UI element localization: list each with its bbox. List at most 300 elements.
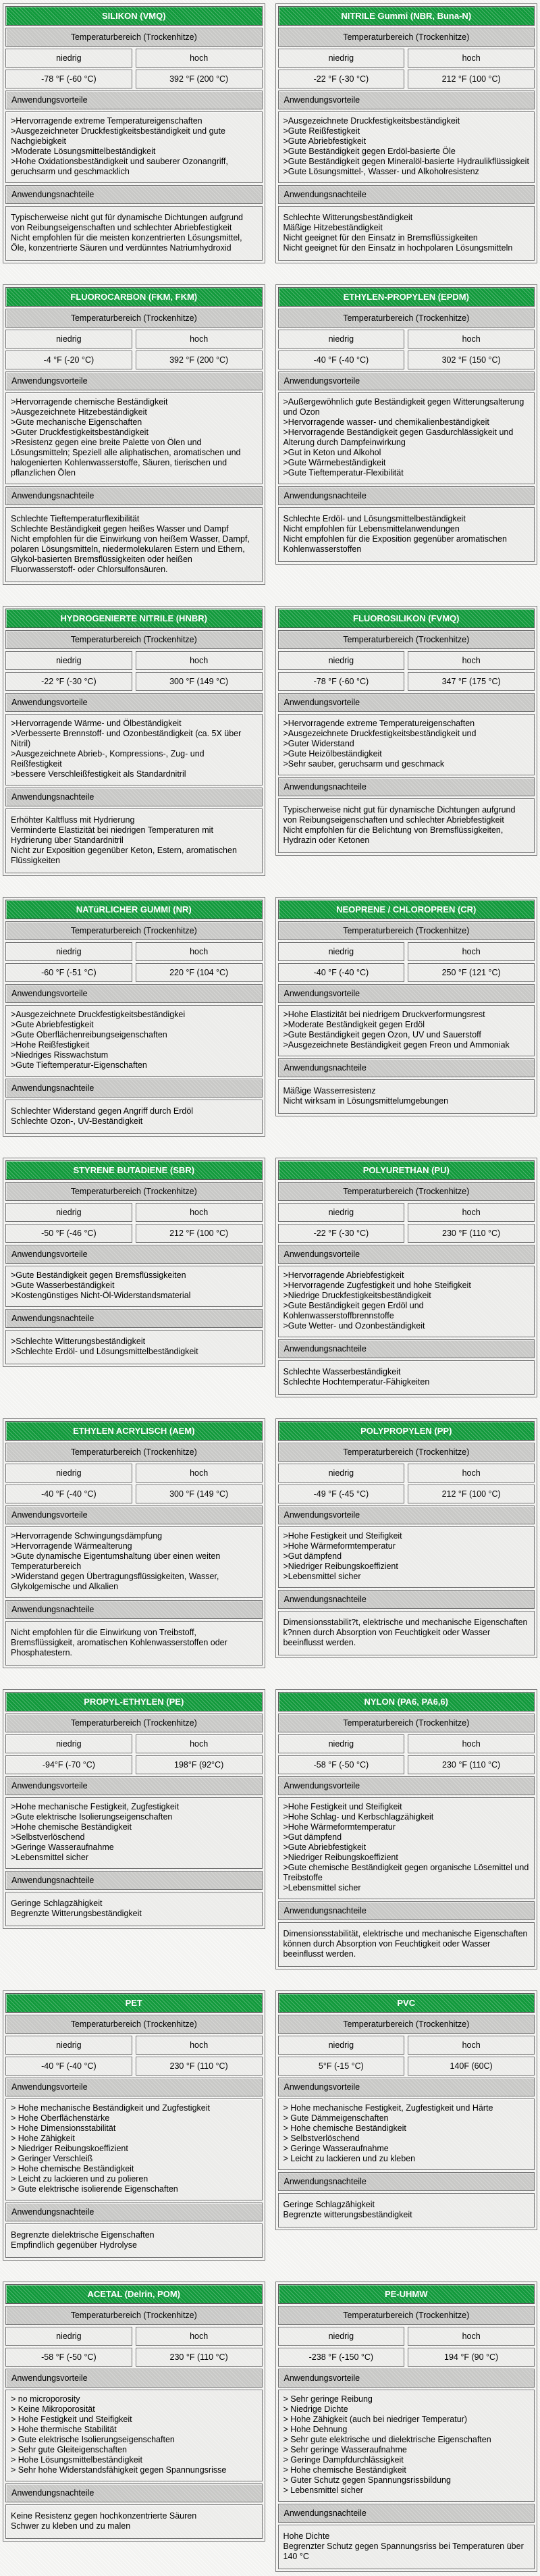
advantage-item: >Moderate Lösungsmittelbeständigkeit: [11, 147, 156, 156]
disadvantages-header: Anwendungsnachteile: [5, 1309, 263, 1328]
advantages-list: [5, 714, 263, 785]
temp-range-header: Temperaturbereich (Trockenhitze): [278, 630, 535, 649]
temp-value-row: [5, 2057, 263, 2076]
disadvantage-item: Mäßige Hitzebeständigkeit: [283, 223, 383, 232]
disadvantage-item: Typischerweise nicht gut für dynamische Dichtungen aufgrund von Reibungseigenschaften und schlechter Abriebfestigkeit: [283, 805, 516, 825]
advantage-item: >Gute Beständigkeit gegen Ozon, UV und Sauerstoff: [283, 1030, 481, 1039]
advantages-list: [278, 2098, 535, 2170]
card-row: [3, 606, 537, 876]
advantages-list: [278, 392, 535, 484]
advantage-item: > Hohe mechanische Beständigkeit und Zugfestigkeit: [11, 2103, 210, 2113]
advantage-item: >Gut dämpfend: [283, 1832, 342, 1842]
disadvantage-item: Schlechte Witterungsbeständigkeit: [283, 213, 413, 222]
advantages-header: Anwendungsvorteile: [278, 91, 535, 109]
temp-value-row: [5, 672, 263, 691]
advantages-list: [5, 1526, 263, 1598]
advantage-item: >Ausgezeichnete Beständigkeit gegen Freon und Ammoniak: [283, 1040, 510, 1050]
material-card: [3, 3, 265, 263]
disadvantages-header: Anwendungsnachteile: [278, 486, 535, 505]
disadvantage-item: Nicht empfohlen für die Einwirkung von heißem Wasser, Dampf, polaren Lösungsmitteln, niedermolekularen Estern und Ethern, Glykol-basierten Bremsflüssigkeiten oder heißen Fluorwasserstoff- oder Chlorsulfonsäuren.: [11, 534, 250, 574]
disadvantages-header: Anwendungsnachteile: [5, 185, 263, 204]
card-title: PROPYL-ETHYLEN (PE): [5, 1692, 263, 1711]
card-title: STYRENE BUTADIENE (SBR): [5, 1160, 263, 1180]
material-card: [3, 284, 265, 585]
temp-value-row: [5, 351, 263, 369]
temp-range-header: Temperaturbereich (Trockenhitze): [5, 1443, 263, 1462]
temp-high-label: hoch: [136, 1734, 263, 1753]
temp-low-label: niedrig: [5, 942, 132, 961]
material-card: [3, 897, 265, 1137]
temp-value-row: [5, 963, 263, 982]
temp-high-label: hoch: [408, 49, 535, 68]
advantage-item: > Sehr gute elektrische und dielektrische Eigenschaften: [283, 2435, 491, 2444]
advantages-list: [278, 1797, 535, 1899]
temp-low-value: -40 °F (-40 °C): [5, 1485, 132, 1503]
material-card: [275, 1990, 538, 2230]
advantage-item: > no microporosity: [11, 2394, 80, 2404]
material-card: [275, 3, 538, 263]
disadvantage-item: Nicht wirksam in Lösungsmittelumgebungen: [283, 1096, 449, 1106]
advantage-item: >Gute Wärmebeständigkeit: [283, 458, 386, 467]
advantage-item: > Niedriger Reibungskoeffizient: [11, 2144, 128, 2153]
temp-low-value: -49 °F (-45 °C): [278, 1485, 405, 1503]
temp-label-row: [5, 942, 263, 961]
disadvantages-header: Anwendungsnachteile: [278, 185, 535, 204]
advantage-item: >Gute Lösungsmittel-, Wasser- und Alkoholresistenz: [283, 167, 479, 176]
card-title: ETHYLEN-PROPYLEN (EPDM): [278, 287, 535, 307]
temp-high-label: hoch: [136, 1203, 263, 1222]
advantages-list: [5, 1797, 263, 1869]
advantages-list: [278, 1266, 535, 1337]
temp-high-value: 230 °F (110 °C): [136, 2348, 263, 2367]
disadvantage-item: Nicht empfohlen für die Exposition gegenüber aromatischen Kohlenwasserstoffen: [283, 534, 507, 554]
disadvantage-item: Keine Resistenz gegen hochkonzentrierte Säuren: [11, 2511, 197, 2521]
disadvantages-header: Anwendungsnachteile: [5, 2483, 263, 2502]
disadvantage-item: Schlechte Beständigkeit gegen heißes Wasser und Dampf: [11, 524, 229, 534]
temp-label-row: [278, 330, 535, 349]
advantage-item: > Geringer Verschleiß: [11, 2154, 93, 2163]
advantages-header: Anwendungsvorteile: [5, 1245, 263, 1264]
advantage-item: > Hohe Dimensionsstabilität: [11, 2123, 116, 2133]
disadvantage-item: Mäßige Wasserresistenz: [283, 1086, 376, 1096]
advantages-header: Anwendungsvorteile: [5, 693, 263, 712]
material-card: [3, 1418, 265, 1668]
temp-low-label: niedrig: [5, 330, 132, 349]
temp-high-value: 230 °F (110 °C): [408, 1755, 535, 1774]
advantage-item: >Lebensmittel sicher: [283, 1883, 361, 1892]
card-row: [3, 1689, 537, 1969]
disadvantages-header: Anwendungsnachteile: [5, 788, 263, 806]
temp-label-row: [278, 1203, 535, 1222]
temp-high-label: hoch: [136, 651, 263, 670]
disadvantages-header: Anwendungsnachteile: [278, 1058, 535, 1077]
advantage-item: > Hohe chemische Beständigkeit: [283, 2123, 406, 2133]
advantage-item: > Sehr gute Gleiteigenschaften: [11, 2445, 127, 2454]
disadvantages-header: Anwendungsnachteile: [278, 2504, 535, 2523]
advantage-item: >Gute mechanische Eigenschaften: [11, 417, 142, 427]
temp-label-row: [278, 2327, 535, 2346]
temp-high-label: hoch: [136, 49, 263, 68]
temp-value-row: [5, 1755, 263, 1774]
advantage-item: >Hohe Oxidationsbeständigkeit und sauberer Ozonangriff, geruchsarm und geschmacklich: [11, 157, 228, 176]
temp-label-row: [278, 942, 535, 961]
advantages-header: Anwendungsvorteile: [278, 984, 535, 1003]
advantage-item: >Gut in Keton und Alkohol: [283, 448, 381, 457]
material-card: [3, 1158, 265, 1367]
temp-low-value: -4 °F (-20 °C): [5, 351, 132, 369]
disadvantage-item: >Schlechte Erdöl- und Lösungsmittelbeständigkeit: [11, 1347, 198, 1356]
advantage-item: > Hohe thermische Stabilität: [11, 2425, 117, 2434]
disadvantage-item: Nicht empfohlen für die Belichtung von Bremsflüssigkeiten, Hydrazin oder Ketonen: [283, 825, 504, 845]
card-row: [3, 2282, 537, 2572]
disadvantage-item: Geringe Schlagzähigkeit: [283, 2200, 375, 2209]
advantage-item: >Kostengünstiges Nicht-Öl-Widerstandsmaterial: [11, 1291, 191, 1300]
advantage-item: >Hohe Festigkeit und Steifigkeit: [283, 1531, 402, 1541]
advantage-item: >Widerstand gegen Übertragungsflüssigkeiten, Wasser, Glykolgemische und Alkalien: [11, 1572, 219, 1591]
advantage-item: > Leicht zu lackieren und zu kleben: [283, 2154, 416, 2163]
material-card: [3, 1990, 265, 2261]
card-title: POLYURETHAN (PU): [278, 1160, 535, 1180]
temp-label-row: [278, 1464, 535, 1483]
advantage-item: > Sehr geringe Wasseraufnahme: [283, 2445, 407, 2454]
disadvantages-list: [278, 1360, 535, 1395]
temp-high-label: hoch: [136, 330, 263, 349]
advantages-list: [278, 111, 535, 183]
advantage-item: >Lebensmittel sicher: [283, 1572, 361, 1581]
advantage-item: >Gute Tieftemperatur-Eigenschaften: [11, 1060, 147, 1070]
temp-high-label: hoch: [136, 1464, 263, 1483]
advantages-list: [5, 1266, 263, 1307]
temp-low-value: -22 °F (-30 °C): [278, 70, 405, 88]
temp-low-value: -22 °F (-30 °C): [5, 672, 132, 691]
advantage-item: >Hohe mechanische Festigkeit, Zugfestigkeit: [11, 1802, 180, 1811]
temp-high-value: 300 °F (149 °C): [136, 672, 263, 691]
temp-range-header: Temperaturbereich (Trockenhitze): [278, 1714, 535, 1732]
card-title: FLUOROCARBON (FKM, FKM): [5, 287, 263, 307]
temp-high-value: 212 °F (100 °C): [408, 1485, 535, 1503]
temp-range-header: Temperaturbereich (Trockenhitze): [278, 2306, 535, 2325]
card-row: [3, 284, 537, 585]
advantage-item: > Sehr geringe Reibung: [283, 2394, 373, 2404]
temp-low-label: niedrig: [278, 1734, 405, 1753]
card-title: PE-UHMW: [278, 2284, 535, 2304]
advantage-item: >Ausgezeichnete Hitzebeständigkeit: [11, 407, 147, 417]
temp-value-row: [5, 1224, 263, 1243]
temp-low-value: -40 °F (-40 °C): [5, 2057, 132, 2076]
temp-range-header: Temperaturbereich (Trockenhitze): [5, 2306, 263, 2325]
temp-value-row: [278, 1755, 535, 1774]
advantage-item: > Keine Mikroporosität: [11, 2404, 95, 2414]
temp-value-row: [5, 2348, 263, 2367]
disadvantage-item: >Schlechte Witterungsbeständigkeit: [11, 1337, 146, 1346]
disadvantage-item: Schlechte Wasserbeständigkeit: [283, 1367, 401, 1376]
disadvantage-item: Erhöhter Kaltfluss mit Hydrierung: [11, 815, 135, 825]
advantages-header: Anwendungsvorteile: [5, 2078, 263, 2096]
disadvantage-item: Begrenzte dielektrische Eigenschaften: [11, 2230, 155, 2240]
advantages-header: Anwendungsvorteile: [278, 2078, 535, 2096]
disadvantages-list: [5, 2223, 263, 2258]
material-card: [3, 1689, 265, 1929]
card-title: PVC: [278, 1993, 535, 2013]
advantage-item: >Gute Reißfestigkeit: [283, 126, 360, 136]
temp-low-label: niedrig: [278, 2036, 405, 2055]
disadvantages-header: Anwendungsnachteile: [278, 1590, 535, 1609]
advantage-item: >Hohe Festigkeit und Steifigkeit: [283, 1802, 402, 1811]
temp-high-value: 300 °F (149 °C): [136, 1485, 263, 1503]
temp-low-label: niedrig: [5, 1464, 132, 1483]
disadvantages-list: [5, 1100, 263, 1134]
temp-high-value: 212 °F (100 °C): [408, 70, 535, 88]
disadvantages-list: [278, 2525, 535, 2569]
temp-low-label: niedrig: [5, 651, 132, 670]
temp-range-header: Temperaturbereich (Trockenhitze): [5, 630, 263, 649]
temp-low-value: -22 °F (-30 °C): [278, 1224, 405, 1243]
temp-low-label: niedrig: [278, 49, 405, 68]
temp-range-header: Temperaturbereich (Trockenhitze): [278, 2015, 535, 2034]
disadvantages-header: Anwendungsnachteile: [5, 2203, 263, 2221]
temp-high-value: 302 °F (150 °C): [408, 351, 535, 369]
disadvantage-item: Schlechter Widerstand gegen Angriff durch Erdöl: [11, 1106, 194, 1116]
disadvantages-list: [278, 206, 535, 261]
temp-low-value: -78 °F (-60 °C): [278, 672, 405, 691]
disadvantage-item: Schwer zu kleben und zu malen: [11, 2521, 131, 2531]
advantage-item: >Hervorragende wasser- und chemikalienbeständigkeit: [283, 417, 489, 427]
card-title: NEOPRENE / CHLOROPREN (CR): [278, 900, 535, 919]
temp-low-value: -58 °F (-50 °C): [5, 2348, 132, 2367]
material-card: [275, 897, 538, 1116]
card-title: POLYPROPYLEN (PP): [278, 1421, 535, 1441]
disadvantages-header: Anwendungsnachteile: [278, 1901, 535, 1920]
temp-value-row: [278, 672, 535, 691]
advantage-item: >Hervorragende extreme Temperatureigenschaften: [11, 116, 202, 126]
temp-range-header: Temperaturbereich (Trockenhitze): [278, 309, 535, 328]
temp-low-value: -238 °F (-150 °C): [278, 2348, 405, 2367]
advantage-item: >Selbstverlöschend: [11, 1832, 85, 1842]
temp-value-row: [278, 1485, 535, 1503]
advantage-item: >Hervorragende Zugfestigkeit und hohe Steifigkeit: [283, 1281, 471, 1290]
advantage-item: >Niedrige Druckfestigkeitsbeständigkeit: [283, 1291, 431, 1300]
advantage-item: > Gute elektrische isolierende Eigenschaften: [11, 2184, 178, 2194]
temp-high-value: 220 °F (104 °C): [136, 963, 263, 982]
advantage-item: > Gute Dämmeigenschaften: [283, 2113, 389, 2123]
disadvantages-header: Anwendungsnachteile: [278, 2172, 535, 2191]
advantage-item: >Gute Wetter- und Ozonbeständigkeit: [283, 1321, 425, 1331]
temp-low-label: niedrig: [278, 1203, 405, 1222]
material-card: [275, 1418, 538, 1658]
advantage-item: >Hohe Schlag- und Kerbschlagzähigkeit: [283, 1812, 434, 1822]
temp-value-row: [5, 70, 263, 88]
temp-value-row: [278, 70, 535, 88]
temp-label-row: [278, 1734, 535, 1753]
card-row: [3, 1158, 537, 1397]
disadvantage-item: Nicht empfohlen für Lebensmittelanwendungen: [283, 524, 460, 534]
temp-high-label: hoch: [408, 942, 535, 961]
disadvantages-header: Anwendungsnachteile: [5, 1600, 263, 1619]
advantage-item: > Niedrige Dichte: [283, 2404, 348, 2414]
material-card: [3, 2282, 265, 2542]
temp-low-label: niedrig: [5, 1734, 132, 1753]
temp-low-label: niedrig: [5, 2036, 132, 2055]
temp-label-row: [5, 49, 263, 68]
disadvantages-list: [5, 2504, 263, 2539]
temp-range-header: Temperaturbereich (Trockenhitze): [278, 28, 535, 47]
advantage-item: >Gute Beständigkeit gegen Erdöl-basierte Öle: [283, 147, 456, 156]
advantage-item: >Hervorragende chemische Beständigkeit: [11, 397, 168, 407]
temp-value-row: [278, 963, 535, 982]
temp-high-label: hoch: [408, 1734, 535, 1753]
temp-high-label: hoch: [136, 2327, 263, 2346]
advantage-item: >Gute Wasserbeständigkeit: [11, 1281, 115, 1290]
disadvantage-item: Schlechte Ozon-, UV-Beständigkeit: [11, 1116, 143, 1126]
temp-low-label: niedrig: [278, 330, 405, 349]
advantage-item: >Gute Abriebfestigkeit: [283, 136, 367, 146]
advantages-list: [278, 1005, 535, 1056]
advantage-item: > Hohe Lösungsmittelbeständigkeit: [11, 2455, 142, 2465]
disadvantage-item: Typischerweise nicht gut für dynamische Dichtungen aufgrund von Reibungseigenschaften und schlechter Abriebfestigkeit: [11, 213, 243, 232]
disadvantage-item: Begrenzte Witterungsbeständigkeit: [11, 1909, 142, 1918]
temp-high-value: 194 °F (90 °C): [408, 2348, 535, 2367]
advantage-item: >Sehr sauber, geruchsarm und geschmack: [283, 759, 445, 769]
advantage-item: >Gute Heizölbeständigkeit: [283, 749, 382, 758]
disadvantage-item: Nicht zur Exposition gegenüber Keton, Estern, aromatischen Flüssigkeiten: [11, 846, 237, 865]
advantage-item: >Verbesserte Brennstoff- und Ozonbeständigkeit (ca. 5X über Nitril): [11, 729, 242, 748]
advantages-list: [5, 1005, 263, 1077]
temp-value-row: [5, 1485, 263, 1503]
temp-low-label: niedrig: [278, 942, 405, 961]
temp-high-value: 230 °F (110 °C): [136, 2057, 263, 2076]
card-title: NATüRLICHER GUMMI (NR): [5, 900, 263, 919]
disadvantages-list: [5, 1621, 263, 1666]
disadvantage-item: Nicht geeignet für den Einsatz in Bremsflüssigkeiten: [283, 233, 478, 242]
disadvantage-item: Verminderte Elastizität bei niedrigen Temperaturen mit Hydrierung über Standardnitril: [11, 825, 213, 845]
temp-high-value: 212 °F (100 °C): [136, 1224, 263, 1243]
advantage-item: > Gute elektrische Isolierungseigenschaften: [11, 2435, 175, 2444]
temp-low-value: -50 °F (-46 °C): [5, 1224, 132, 1243]
disadvantage-item: Dimensionsstabilität, elektrische und mechanische Eigenschaften können durch Absorption von Feuchtigkeit oder Wasser beeinflusst werden.: [283, 1929, 528, 1959]
advantage-item: >Guter Widerstand: [283, 739, 354, 748]
advantages-header: Anwendungsvorteile: [5, 984, 263, 1003]
advantages-header: Anwendungsvorteile: [278, 1245, 535, 1264]
advantage-item: >Guter Druckfestigkeitsbeständigkeit: [11, 428, 148, 437]
advantage-item: > Hohe Oberflächenstärke: [11, 2113, 110, 2123]
advantage-item: >Außergewöhnlich gute Beständigkeit gegen Witterungsalterung und Ozon: [283, 397, 524, 417]
material-card: [275, 606, 538, 856]
temp-label-row: [5, 1464, 263, 1483]
temp-high-label: hoch: [408, 2036, 535, 2055]
temp-low-value: -40 °F (-40 °C): [278, 963, 405, 982]
disadvantage-item: Schlechte Tieftemperaturflexibilität: [11, 514, 140, 523]
card-row: [3, 3, 537, 263]
temp-low-value: -58 °F (-50 °C): [278, 1755, 405, 1774]
advantage-item: >Hervorragende extreme Temperatureigenschaften: [283, 719, 475, 728]
temp-low-value: -94°F (-70 °C): [5, 1755, 132, 1774]
temp-label-row: [5, 651, 263, 670]
disadvantages-list: [278, 798, 535, 853]
temp-low-label: niedrig: [278, 1464, 405, 1483]
advantages-list: [5, 111, 263, 183]
disadvantage-item: Hohe Dichte: [283, 2531, 330, 2541]
temp-low-label: niedrig: [278, 2327, 405, 2346]
disadvantage-item: Nicht geeignet für den Einsatz in hochpolaren Lösungsmitteln: [283, 243, 513, 253]
disadvantages-header: Anwendungsnachteile: [5, 1871, 263, 1890]
advantage-item: >bessere Verschleißfestigkeit als Standardnitril: [11, 769, 186, 779]
advantage-item: >Hervorragende Beständigkeit gegen Gasdurchlässigkeit und Alterung durch Dampfeinwirkung: [283, 428, 514, 447]
temp-label-row: [278, 651, 535, 670]
card-title: ACETAL (Delrin, POM): [5, 2284, 263, 2304]
advantage-item: >Gute Beständigkeit gegen Mineralöl-basierte Hydraulikflüssigkeit: [283, 157, 529, 166]
disadvantages-list: [278, 1611, 535, 1655]
disadvantages-header: Anwendungsnachteile: [278, 1339, 535, 1358]
advantage-item: >Ausgezeichnete Druckfestigkeitsbeständigkeit und: [283, 729, 477, 738]
advantage-item: >Lebensmittel sicher: [11, 1853, 88, 1862]
advantage-item: >Gute Beständigkeit gegen Erdöl und Kohlenwasserstoffbrennstoffe: [283, 1301, 424, 1320]
temp-range-header: Temperaturbereich (Trockenhitze): [5, 2015, 263, 2034]
advantage-item: > Hohe Zähigkeit (auch bei niedriger Temperatur): [283, 2415, 467, 2424]
advantage-item: > Guter Schutz gegen Spannungsrissbildung: [283, 2475, 451, 2485]
advantage-item: > Hohe Zähigkeit: [11, 2134, 75, 2143]
temp-low-label: niedrig: [5, 1203, 132, 1222]
card-title: ETHYLEN ACRYLISCH (AEM): [5, 1421, 263, 1441]
temp-label-row: [5, 330, 263, 349]
advantages-header: Anwendungsvorteile: [5, 2369, 263, 2388]
advantages-header: Anwendungsvorteile: [278, 1776, 535, 1795]
advantage-item: >Gute elektrische Isolierungseigenschaften: [11, 1812, 173, 1822]
advantage-item: >Ausgezeichnete Druckfestigkeitsbeständigkeit: [283, 116, 460, 126]
temp-high-label: hoch: [408, 330, 535, 349]
advantage-item: >Ausgezeichnete Druckfestigkeitsbeständigkei: [11, 1010, 186, 1019]
advantage-item: >Ausgezeichneter Druckfestigkeitsbeständigkeit und gute Nachgiebigkeit: [11, 126, 225, 146]
advantages-header: Anwendungsvorteile: [278, 371, 535, 390]
disadvantage-item: Schlechte Erdöl- und Lösungsmittelbeständigkeit: [283, 514, 466, 523]
temp-range-header: Temperaturbereich (Trockenhitze): [278, 1182, 535, 1201]
advantage-item: > Hohe Festigkeit und Steifigkeit: [11, 2415, 132, 2424]
temp-high-label: hoch: [408, 1203, 535, 1222]
temp-high-value: 250 °F (121 °C): [408, 963, 535, 982]
card-row: [3, 897, 537, 1137]
material-card: [275, 1689, 538, 1969]
disadvantages-list: [278, 507, 535, 562]
material-card: [3, 606, 265, 876]
disadvantage-item: Dimensionsstabilit?t, elektrische und mechanische Eigenschaften k?nnen durch Absorption von Feuchtigkeit oder Wasser beeinflusst werden.: [283, 1618, 528, 1647]
temp-value-row: [278, 2057, 535, 2076]
temp-label-row: [5, 2036, 263, 2055]
temp-range-header: Temperaturbereich (Trockenhitze): [5, 921, 263, 940]
card-title: FLUOROSILIKON (FVMQ): [278, 609, 535, 628]
advantages-list: [278, 714, 535, 775]
temp-high-label: hoch: [136, 2036, 263, 2055]
advantage-item: > Sehr hohe Widerstandsfähigkeit gegen Spannungsrisse: [11, 2465, 227, 2475]
advantage-item: >Geringe Wasseraufnahme: [11, 1843, 114, 1852]
advantage-item: >Hervorragende Wärme- und Ölbeständigkeit: [11, 719, 182, 728]
disadvantages-list: [278, 1922, 535, 1967]
advantages-header: Anwendungsvorteile: [278, 693, 535, 712]
material-card: [275, 1158, 538, 1397]
advantage-item: >Hohe Wärmeformtemperatur: [283, 1541, 396, 1551]
advantage-item: > Hohe mechanische Festigkeit, Zugfestigkeit und Härte: [283, 2103, 493, 2113]
advantage-item: >Gute Abriebfestigkeit: [11, 1020, 94, 1029]
advantages-list: [5, 2098, 263, 2200]
temp-low-label: niedrig: [5, 2327, 132, 2346]
advantage-item: > Geringe Dampfdurchlässigkeit: [283, 2455, 404, 2465]
advantage-item: >Hervorragende Schwingungsdämpfung: [11, 1531, 163, 1541]
advantages-list: [278, 1526, 535, 1588]
material-card: [275, 2282, 538, 2572]
temp-high-label: hoch: [408, 651, 535, 670]
disadvantages-list: [5, 1892, 263, 1926]
advantage-item: >Hohe Wärmeformtemperatur: [283, 1822, 396, 1832]
temp-low-value: -60 °F (-51 °C): [5, 963, 132, 982]
temp-label-row: [5, 1734, 263, 1753]
